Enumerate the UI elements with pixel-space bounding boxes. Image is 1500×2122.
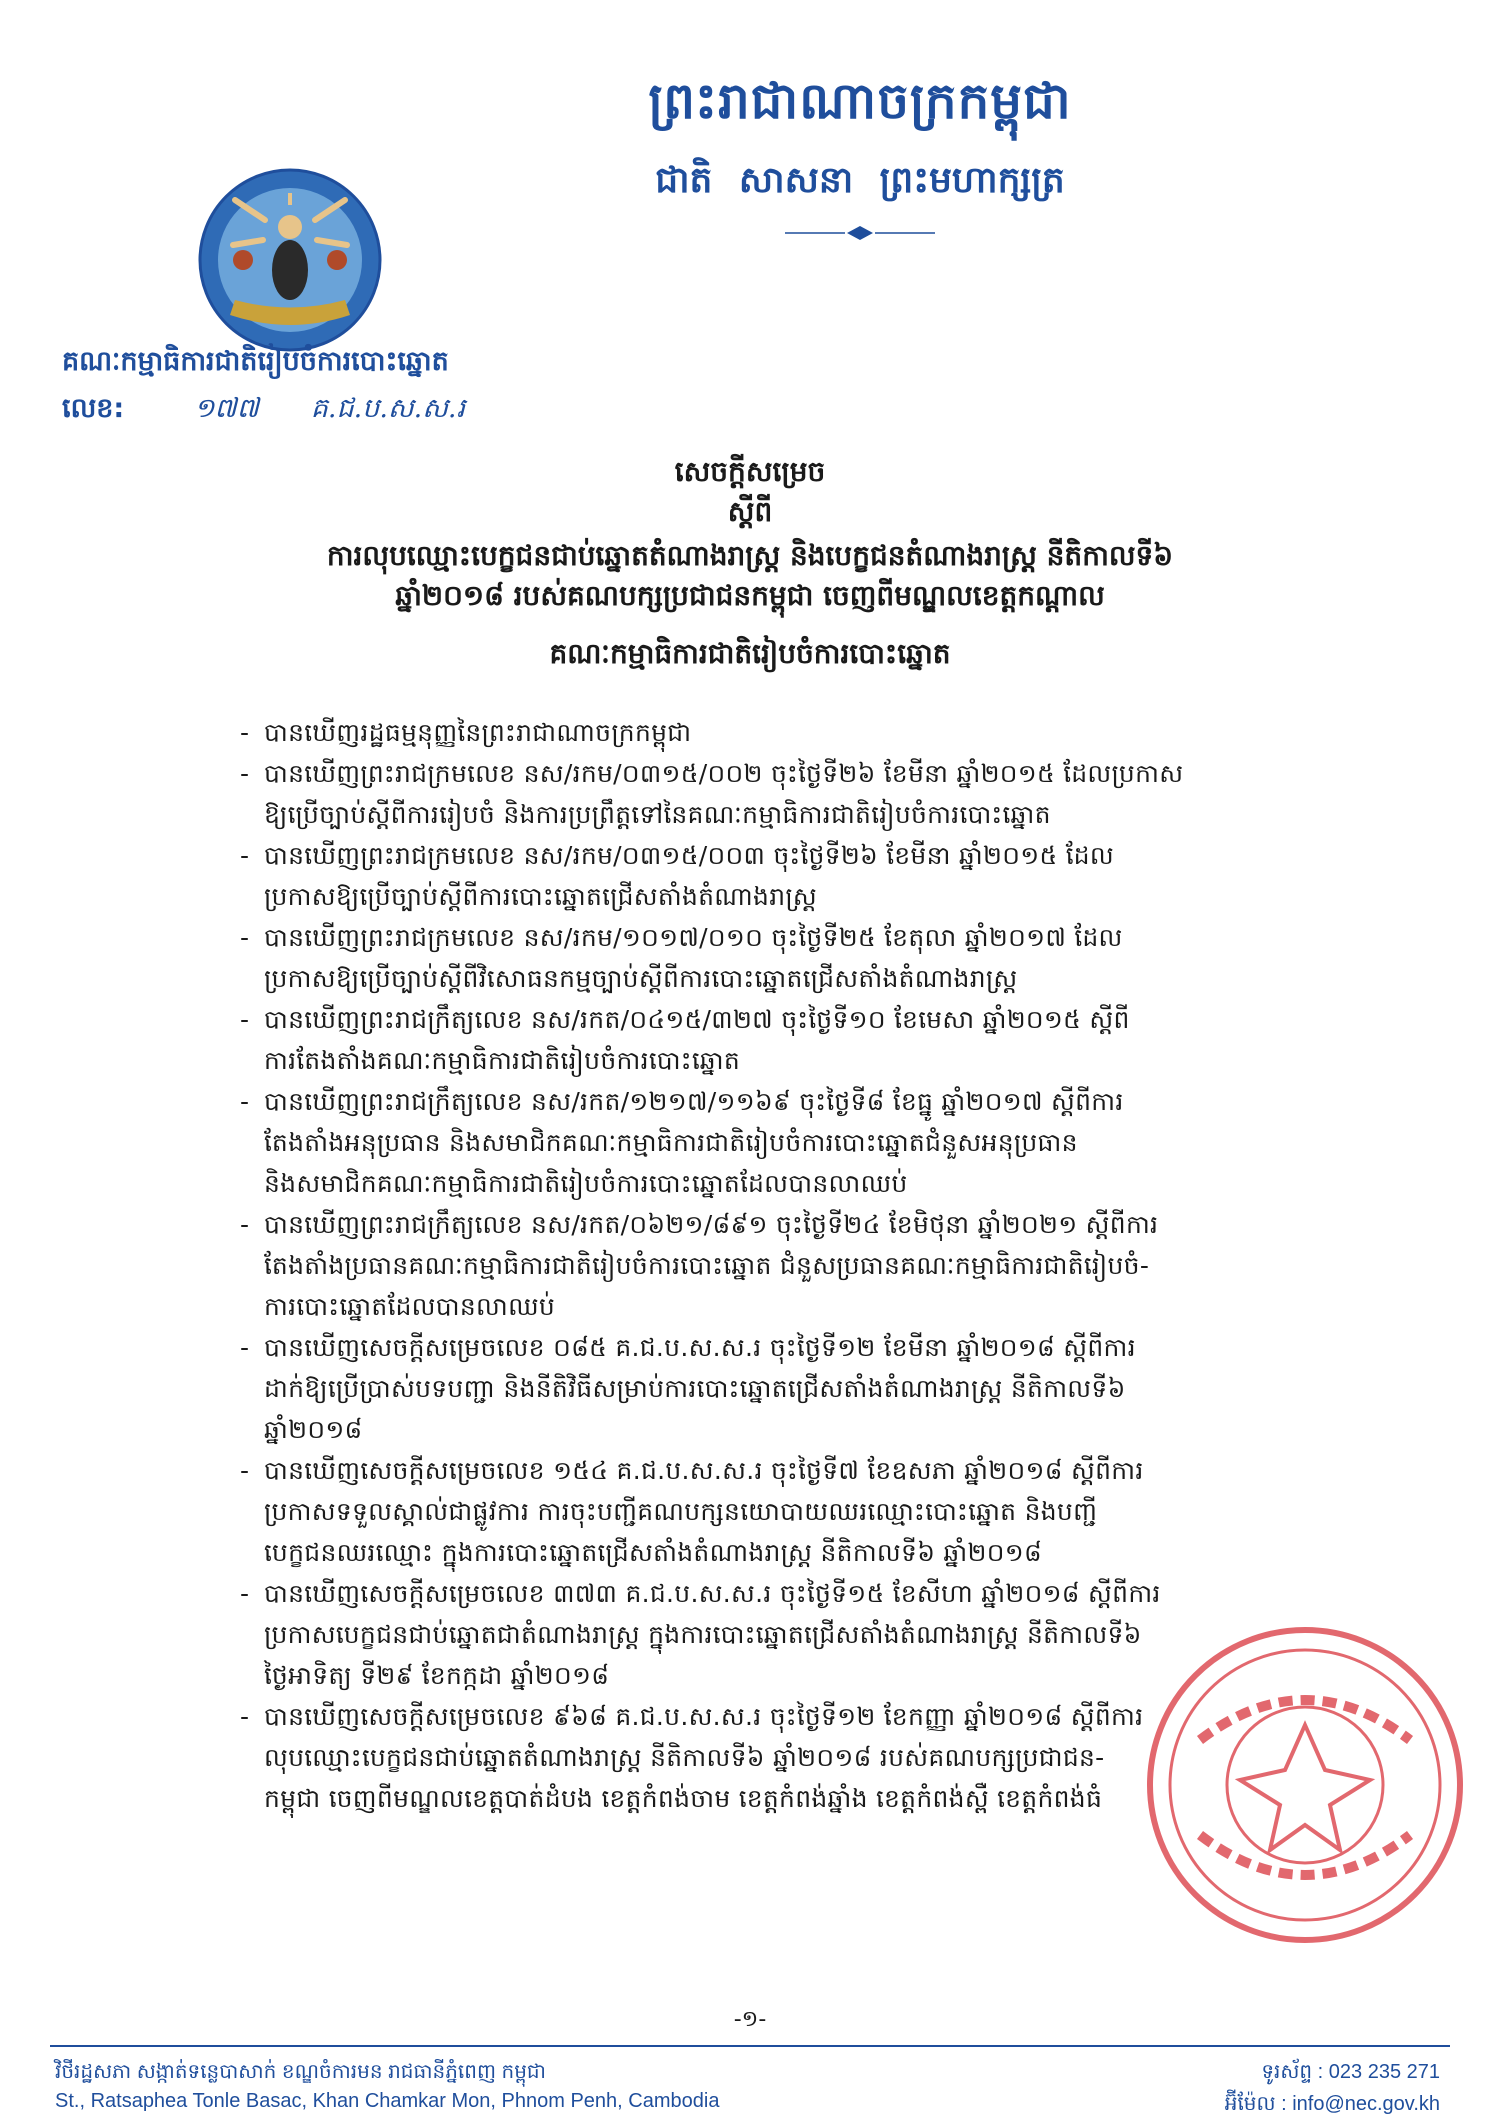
list-bullet: - [240, 1333, 250, 1362]
list-item-line: បានឃើញសេចក្តីសម្រេចលេខ ០៨៥ គ.ជ.ប.ស.ស.រ ចុះថ្ងៃទី១២ ខែមីនា ឆ្នាំ២០១៨ ស្តីពីការ [264, 1333, 1136, 1362]
list-item-line: លុបឈ្មោះបេក្ខជនជាប់ឆ្នោតតំណាងរាស្ត្រ នីតិកាលទី៦ ឆ្នាំ២០១៨ របស់គណបក្សប្រជាជន- [264, 1743, 1105, 1772]
title-decision: សេចក្តីសម្រេច [674, 455, 826, 488]
list-item [240, 753, 1390, 835]
page-number: -១- [733, 2007, 767, 2032]
title-subject-line2: ឆ្នាំ២០១៨ របស់គណបក្សប្រជាជនកម្ពុជា ចេញពីមណ្ឌលខេត្តកណ្តាល [395, 579, 1105, 612]
number-code: គ.ជ.ប.ស.ស.រ [310, 393, 466, 424]
list-item-line: ប្រកាសឱ្យប្រើច្បាប់ស្តីពីវិសោធនកម្មច្បាប់ស្តីពីការបោះឆ្នោតជ្រើសតាំងតំណាងរាស្ត្រ [264, 964, 1018, 993]
list-bullet: - [240, 923, 250, 952]
list-item-line: ប្រកាសឱ្យប្រើច្បាប់ស្តីពីការបោះឆ្នោតជ្រើសតាំងតំណាងរាស្ត្រ [264, 882, 817, 911]
list-item [240, 1081, 1390, 1204]
list-item-line: បានឃើញព្រះរាជក្រមលេខ នស/រកម/០៣១៥/០០២ ចុះថ្ងៃទី២៦ ខែមីនា ឆ្នាំ២០១៥ ដែលប្រកាស [264, 759, 1184, 788]
list-bullet: - [240, 759, 250, 788]
list-item [240, 917, 1390, 999]
list-bullet: - [240, 1210, 250, 1239]
list-item [240, 1204, 1390, 1327]
number-value: ១៧៧ [194, 393, 259, 424]
list-item-line: បានឃើញព្រះរាជក្រឹត្យលេខ នស/រកត/០៤១៥/៣២៧ ចុះថ្ងៃទី១០ ខែមេសា ឆ្នាំ២០១៥ ស្តីពី [264, 1005, 1130, 1034]
list-item-text [264, 835, 1390, 917]
list-item-line: តែងតាំងអនុប្រធាន និងសមាជិកគណៈកម្មាធិការជាតិរៀបចំការបោះឆ្នោតជំនួសអនុប្រធាន [264, 1128, 1078, 1157]
list-item-line: បានឃើញសេចក្តីសម្រេចលេខ ៩៦៨ គ.ជ.ប.ស.ស.រ ចុះថ្ងៃទី១២ ខែកញ្ញា ឆ្នាំ២០១៨ ស្តីពីការ [264, 1702, 1144, 1731]
list-item-line: បានឃើញសេចក្តីសម្រេចលេខ ១៥៤ គ.ជ.ប.ស.ស.រ ចុះថ្ងៃទី៧ ខែឧសភា ឆ្នាំ២០១៨ ស្តីពីការ [264, 1456, 1144, 1485]
list-item [240, 999, 1390, 1081]
list-bullet: - [240, 1005, 250, 1034]
list-item-line: តែងតាំងប្រធានគណៈកម្មាធិការជាតិរៀបចំការបោះឆ្នោត ជំនួសប្រធានគណៈកម្មាធិការជាតិរៀបចំ- [264, 1251, 1150, 1280]
list-item-line: បានឃើញរដ្ឋធម្មនុញ្ញនៃព្រះរាជាណាចក្រកម្ពុជា [264, 718, 692, 747]
list-bullet: - [240, 1702, 250, 1731]
list-item-text [264, 712, 1390, 753]
list-bullet: - [240, 1579, 250, 1608]
list-bullet: - [240, 1087, 250, 1116]
number-label: លេខ: [62, 393, 125, 424]
list-item [240, 712, 1390, 753]
list-item-text [264, 999, 1390, 1081]
list-bullet: - [240, 718, 250, 747]
list-item-line: ការតែងតាំងគណៈកម្មាធិការជាតិរៀបចំការបោះឆ្នោត [264, 1046, 741, 1075]
kingdom-motto: ជាតិ សាសនា ព្រះមហាក្សត្រ [655, 160, 1065, 201]
kingdom-title: ព្រះរាជាណាចក្រកម្ពុជា [648, 72, 1072, 130]
list-item-line: ឆ្នាំ២០១៨ [264, 1415, 363, 1444]
list-item-line: ប្រកាសទទួលស្គាល់ជាផ្លូវការ ការចុះបញ្ជីគណបក្សនយោបាយឈរឈ្មោះបោះឆ្នោត និងបញ្ជី [264, 1497, 1098, 1526]
list-item-text [264, 1327, 1390, 1450]
list-item-text [264, 1081, 1390, 1204]
list-item-line: បានឃើញព្រះរាជក្រមលេខ នស/រកម/១០១៧/០១០ ចុះថ្ងៃទី២៥ ខែតុលា ឆ្នាំ២០១៧ ដែល [264, 923, 1123, 952]
list-item-line: ការបោះឆ្នោតដែលបានលាឈប់ [264, 1292, 556, 1321]
list-bullet: - [240, 841, 250, 870]
list-item-text [264, 917, 1390, 999]
nec-seal-logo-icon [195, 165, 385, 355]
title-committee: គណៈកម្មាធិការជាតិរៀបចំការបោះឆ្នោត [549, 637, 951, 670]
list-item-text [264, 1204, 1390, 1327]
official-stamp-icon [1140, 1620, 1470, 1950]
document-number [62, 392, 622, 431]
list-item-text [264, 1450, 1390, 1573]
footer-address-khmer: វិថីរដ្ឋសភា សង្កាត់ទន្លេបាសាក់ ខណ្ឌចំការមន រាជធានីភ្នំពេញ កម្ពុជា [55, 2061, 546, 2083]
kingdom-header [560, 70, 1160, 246]
list-item-line: ឱ្យប្រើច្បាប់ស្តីពីការរៀបចំ និងការប្រព្រឹត្តទៅនៃគណៈកម្មាធិការជាតិរៀបចំការបោះឆ្នោត [264, 800, 1051, 829]
list-item-line: បានឃើញព្រះរាជក្រឹត្យលេខ នស/រកត/១២១៧/១១៦៩ ចុះថ្ងៃទី៨ ខែធ្នូ ឆ្នាំ២០១៧ ស្តីពីការ [264, 1087, 1124, 1116]
list-item-line: បេក្ខជនឈរឈ្មោះ ក្នុងការបោះឆ្នោតជ្រើសតាំងតំណាងរាស្ត្រ នីតិកាលទី៦ ឆ្នាំ២០១៨ [264, 1538, 1042, 1567]
list-item-line: បានឃើញព្រះរាជក្រមលេខ នស/រកម/០៣១៥/០០៣ ចុះថ្ងៃទី២៦ ខែមីនា ឆ្នាំ២០១៥ ដែល [264, 841, 1114, 870]
footer-phone: ទូរស័ព្ទ : 023 235 271 [1261, 2061, 1440, 2083]
list-item-text [264, 753, 1390, 835]
list-item [240, 835, 1390, 917]
list-item [240, 1327, 1390, 1450]
title-subject-line1: ការលុបឈ្មោះបេក្ខជនជាប់ឆ្នោតតំណាងរាស្ត្រ និងបេក្ខជនតំណាងរាស្ត្រ នីតិកាលទី៦ [326, 539, 1174, 572]
list-item-line: កម្ពុជា ចេញពីមណ្ឌលខេត្តបាត់ដំបង ខេត្តកំពង់ចាម ខេត្តកំពង់ឆ្នាំង ខេត្តកំពង់ស្ពឺ ខេត្តកំពង់ធំ [264, 1784, 1103, 1813]
decision-titles [120, 452, 1380, 674]
committee-name: គណៈកម្មាធិការជាតិរៀបចំការបោះឆ្នោត [62, 346, 449, 377]
list-item-line: ដាក់ឱ្យប្រើប្រាស់បទបញ្ជា និងនីតិវិធីសម្រាប់ការបោះឆ្នោតជ្រើសតាំងតំណាងរាស្ត្រ នីតិកាលទី៦ [264, 1374, 1126, 1403]
footer-divider [50, 2045, 1450, 2047]
list-item [240, 1450, 1390, 1573]
footer-email: អ៊ីម៉ែល : info@nec.gov.kh [1224, 2093, 1440, 2115]
list-item-line: បានឃើញព្រះរាជក្រឹត្យលេខ នស/រកត/០៦២១/៨៩១ ចុះថ្ងៃទី២៤ ខែមិថុនា ឆ្នាំ២០២១ ស្តីពីការ [264, 1210, 1159, 1239]
list-item-line: និងសមាជិកគណៈកម្មាធិការជាតិរៀបចំការបោះឆ្នោតដែលបានលាឈប់ [264, 1169, 908, 1198]
list-item-line: ប្រកាសបេក្ខជនជាប់ឆ្នោតជាតំណាងរាស្ត្រ ក្នុងការបោះឆ្នោតជ្រើសតាំងតំណាងរាស្ត្រ នីតិកាលទី៦ [264, 1620, 1142, 1649]
list-item-line: បានឃើញសេចក្តីសម្រេចលេខ ៣៧៣ គ.ជ.ប.ស.ស.រ ចុះថ្ងៃទី១៥ ខែសីហា ឆ្នាំ២០១៨ ស្តីពីការ [264, 1579, 1161, 1608]
footer-address-english: St., Ratsaphea Tonle Basac, Khan Chamkar Mon, Phnom Penh, Cambodia [55, 2090, 720, 2112]
ornament-divider-icon [785, 224, 935, 242]
title-regarding: ស្តីពី [727, 495, 773, 528]
list-item-line: ថ្ងៃអាទិត្យ ទី២៩ ខែកក្កដា ឆ្នាំ២០១៨ [264, 1661, 610, 1690]
list-bullet: - [240, 1456, 250, 1485]
